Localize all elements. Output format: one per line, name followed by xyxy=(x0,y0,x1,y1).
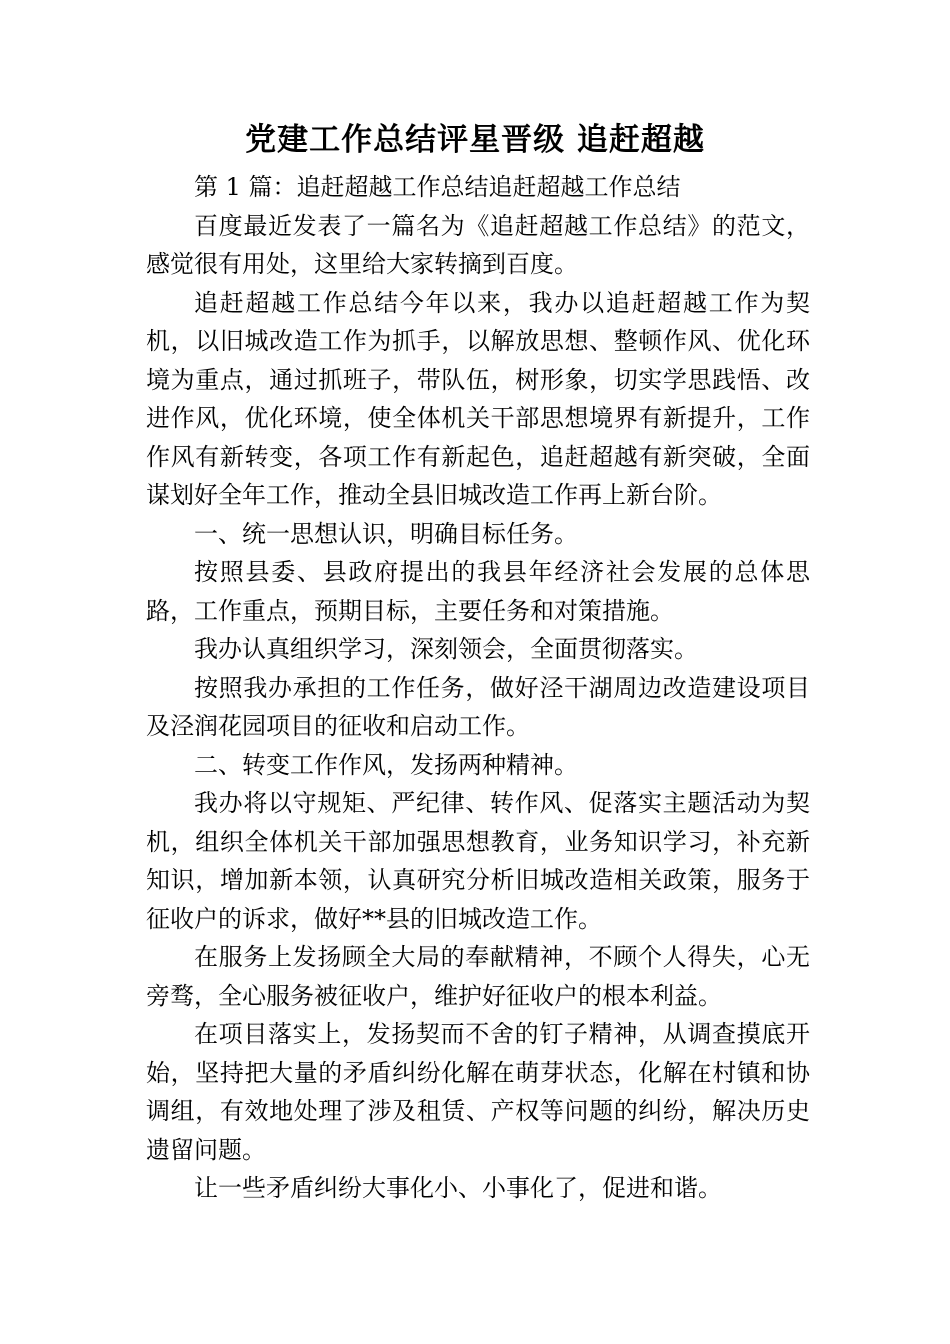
paragraph-8: 在服务上发扬顾全大局的奉献精神，不顾个人得失，心无旁骛，全心服务被征收户，维护好征收户的根本利益。 xyxy=(146,943,810,1010)
document-title: 党建工作总结评星晋级 追赶超越 xyxy=(245,122,705,158)
paragraph-4: 按照县委、县政府提出的我县年经济社会发展的总体思路，工作重点，预期目标，主要任务和对策措施。 xyxy=(146,558,810,625)
document-body xyxy=(146,168,810,1208)
paragraph-7: 我办将以守规矩、严纪律、转作风、促落实主题活动为契机，组织全体机关干部加强思想教育，业务知识学习，补充新知识，增加新本领，认真研究分析旧城改造相关政策，服务于征收户的诉求，做好**县的旧城改造工作。 xyxy=(146,789,810,933)
paragraph-3: 追赶超越工作总结今年以来，我办以追赶超越工作为契机，以旧城改造工作为抓手，以解放思想、整顿作风、优化环境为重点，通过抓班子，带队伍，树形象，切实学思践悟、改进作风，优化环境，使全体机关干部思想境界有新提升，工作作风有新转变，各项工作有新起色，追赶超越有新突破，全面谋划好全年工作，推动全县旧城改造工作再上新台阶。 xyxy=(146,288,810,509)
paragraph-2: 百度最近发表了一篇名为《追赶超越工作总结》的范文，感觉很有用处，这里给大家转摘到百度。 xyxy=(146,211,810,278)
paragraph-5: 我办认真组织学习，深刻领会，全面贯彻落实。 xyxy=(194,635,698,663)
paragraph-1: 第 1 篇：追赶超越工作总结追赶超越工作总结 xyxy=(194,173,681,201)
paragraph-10: 让一些矛盾纠纷大事化小、小事化了，促进和谐。 xyxy=(194,1174,722,1202)
paragraph-9: 在项目落实上，发扬契而不舍的钉子精神，从调查摸底开始，坚持把大量的矛盾纠纷化解在萌芽状态，化解在村镇和协调组，有效地处理了涉及租赁、产权等问题的纠纷，解决历史遗留问题。 xyxy=(146,1020,810,1164)
section-heading-2: 二、转变工作作风，发扬两种精神。 xyxy=(194,750,578,779)
paragraph-6: 按照我办承担的工作任务，做好泾干湖周边改造建设项目及泾润花园项目的征收和启动工作。 xyxy=(146,673,810,740)
section-heading-1: 一、统一思想认识，明确目标任务。 xyxy=(194,519,578,548)
